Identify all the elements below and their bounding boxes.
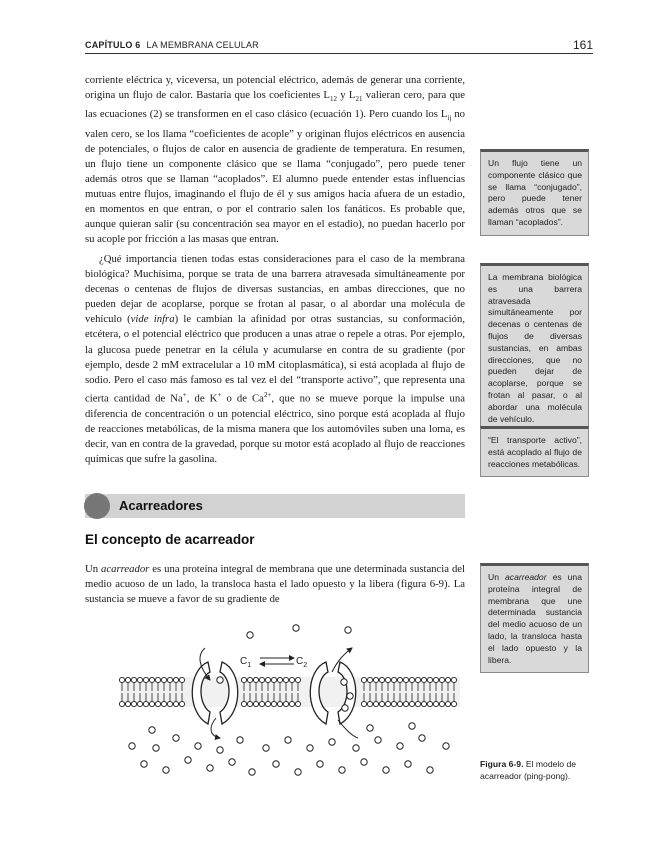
carrier-model-figure: [100, 620, 470, 782]
lipid-head: [119, 677, 124, 682]
lipid-head: [373, 701, 378, 706]
c2-label: $C_2$: [296, 656, 308, 669]
solute-molecule: [207, 765, 213, 771]
solute-molecule: [195, 743, 201, 749]
solute-molecule: [405, 761, 411, 767]
margin-note-conjugate-flux: Un flujo tiene un componente clásico que se llama “conjugado”, pero puede tener además otros que se llaman “acoplados”.: [480, 149, 589, 236]
lipid-head: [149, 701, 154, 706]
lipid-head: [137, 677, 142, 682]
c1-label: $C_1$: [240, 656, 252, 669]
lipid-head: [253, 701, 258, 706]
lipid-head: [433, 677, 438, 682]
margin-note-carrier: Un acarreador es una proteína integral de membrana que une determinada sustancia del medio acuoso de un lado, la transloca hasta el lado opuesto y la libera.: [480, 563, 589, 673]
lipid-head: [125, 701, 130, 706]
lipid-head: [397, 677, 402, 682]
lipid-head: [451, 701, 456, 706]
solute-molecule: [383, 767, 389, 773]
lipid-head: [265, 701, 270, 706]
lipid-head: [415, 677, 420, 682]
lipid-head: [173, 677, 178, 682]
lipid-head: [403, 677, 408, 682]
solute-molecule: [249, 769, 255, 775]
lipid-head: [439, 677, 444, 682]
solute-molecule: [247, 632, 253, 638]
solute-molecule: [229, 759, 235, 765]
solute-molecule: [341, 679, 347, 685]
lipid-head: [379, 677, 384, 682]
solute-molecule: [293, 625, 299, 631]
lipid-head: [277, 677, 282, 682]
solute-molecule: [329, 739, 335, 745]
lipid-head: [385, 701, 390, 706]
lipid-head: [409, 677, 414, 682]
lipid-head: [391, 677, 396, 682]
margin-note-active-transport: “El transporte activo”, está acoplado al flujo de reacciones metabólicas.: [480, 426, 589, 477]
solute-molecule: [443, 743, 449, 749]
lipid-head: [155, 701, 160, 706]
lipid-head: [155, 677, 160, 682]
solute-molecule: [375, 737, 381, 743]
solute-molecule: [149, 727, 155, 733]
lipid-head: [161, 701, 166, 706]
paragraph-coupling-coefficients: corriente eléctrica y, viceversa, un potencial eléctrico, además de generar una corriente, origina un flujo de calor. Bastaría que los coeficientes $L_{12}$ y $L_{21}$ valieran cero, para que las ecuaciones (2) se transformen en el caso clásico (ecuación 1). Pero cuando los $L_{ij}$ no valen cero, se los llama “coeficientes de acople” y originan flujos eléctricos en ausencia de potenciales, o flujos de calor en ausencia de gradiente de temperatura. En resumen, un flujo tiene un componente clásico que se llama “conjugado”, pero puede tener además otros que se llaman “acoplados”. El alumno puede entender estas influencias mutuas entre flujos, imaginando el flujo de él y sus amigos hacia afuera de un estadio, en momentos en que entran, o por el contrario salen los fanáticos. Es probable que, aunque quieran salir (su concentración sea mayor en el estadio), no puedan hacerlo por su acople por fricción a las masas que entran.: [85, 74, 466, 246]
solute-molecule: [237, 737, 243, 743]
figure-caption: Figura 6-9. El modelo de acarreador (ping-pong).: [480, 759, 577, 781]
section-bullet-icon: [84, 493, 110, 519]
lipid-head: [283, 701, 288, 706]
lipid-head: [137, 701, 142, 706]
solute-molecule: [295, 769, 301, 775]
lipid-head: [421, 701, 426, 706]
running-head: [85, 38, 593, 54]
paragraph-carrier-definition: Un acarreador es una proteína integral de membrana que une determinada sustancia del medio acuoso de un lado, la transloca hasta el lado opuesto y la libera (figura 6-9). La sustancia se mueve a favor de su gradiente de: [85, 563, 466, 606]
lipid-head: [361, 701, 366, 706]
subsection-title: El concepto de acarreador: [85, 532, 255, 547]
section-heading: [85, 494, 465, 518]
lipid-head: [295, 701, 300, 706]
solute-molecule: [263, 745, 269, 751]
lipid-head: [289, 677, 294, 682]
lipid-head: [367, 701, 372, 706]
lipid-head: [179, 701, 184, 706]
lipid-head: [379, 701, 384, 706]
lipid-head: [161, 677, 166, 682]
lipid-head: [125, 677, 130, 682]
lipid-head: [361, 677, 366, 682]
lipid-head: [247, 701, 252, 706]
solute-molecule: [273, 761, 279, 767]
solute-molecule: [339, 767, 345, 773]
solute-molecule: [419, 735, 425, 741]
lipid-head: [271, 677, 276, 682]
lipid-head: [445, 677, 450, 682]
solute-molecule: [361, 759, 367, 765]
lipid-head: [253, 677, 258, 682]
lipid-head: [397, 701, 402, 706]
solute-molecule: [347, 693, 353, 699]
lipid-head: [247, 677, 252, 682]
lipid-head: [143, 701, 148, 706]
lipid-head: [385, 677, 390, 682]
chapter-title: LA MEMBRANA CELULAR: [146, 40, 259, 50]
lipid-head: [409, 701, 414, 706]
solute-molecule: [342, 705, 348, 711]
solute-molecule: [307, 745, 313, 751]
solute-molecule: [153, 745, 159, 751]
lipid-head: [167, 677, 172, 682]
lipid-head: [265, 677, 270, 682]
solute-molecule: [285, 737, 291, 743]
lipid-head: [277, 701, 282, 706]
lipid-head: [131, 677, 136, 682]
lipid-head: [451, 677, 456, 682]
lipid-head: [241, 701, 246, 706]
arrow-exit-left: [211, 718, 220, 738]
section-title: Acarreadores: [119, 498, 203, 513]
lipid-head: [173, 701, 178, 706]
lipid-head: [373, 677, 378, 682]
solute-molecule: [397, 743, 403, 749]
lipid-head: [391, 701, 396, 706]
lipid-head: [295, 677, 300, 682]
lipid-head: [149, 677, 154, 682]
lipid-head: [427, 701, 432, 706]
page-number: 161: [572, 38, 593, 52]
lipid-head: [439, 701, 444, 706]
solute-molecule: [163, 767, 169, 773]
lipid-head: [415, 701, 420, 706]
lipid-head: [283, 677, 288, 682]
lipid-head: [179, 677, 184, 682]
lipid-head: [259, 701, 264, 706]
lipid-head: [143, 677, 148, 682]
lipid-head: [421, 677, 426, 682]
solute-molecule: [409, 723, 415, 729]
solute-molecule: [185, 757, 191, 763]
lipid-head: [259, 677, 264, 682]
lipid-head: [241, 677, 246, 682]
lipid-head: [271, 701, 276, 706]
lipid-head: [433, 701, 438, 706]
margin-note-membrane-barrier: La membrana biológica es una barrera atravesada simultáneamente por decenas o centenas de flujos de diversas sustancias, en ambas direcciones, que no pueden dejar de acoplarse, porque se frotan al pasar, o al abordar una molécula de vehículo.: [480, 263, 589, 432]
solute-molecule: [367, 725, 373, 731]
solute-molecule: [217, 677, 223, 683]
lipid-head: [445, 701, 450, 706]
lipid-head: [289, 701, 294, 706]
solute-molecule: [129, 743, 135, 749]
solute-molecule: [217, 747, 223, 753]
paragraph-biological-membrane: ¿Qué importancia tienen todas estas consideraciones para el caso de la membrana biológica? Muchísima, porque se trata de una barrera atravesada simultáneamente por decenas o centenas de flujos de diversas sustancias, en ambas direcciones, que no pueden dejar de acoplarse, porque se frotan al pasar, o al abordar una molécula de vehículo (vide infra) le cambian la afinidad por otras sustancias, su conformación, etcétera, o el potencial eléctrico que producen a unas atrae o repele a otras. Por ejemplo, la glucosa puede penetrar en la célula y acumularse en contra de su gradiente (por ejemplo, desde 2 mM extracelular a 10 mM citoplasmática), si está acoplada al flujo de sodio. Pero el caso más famoso es tal vez el del “transporte activo”, que representa una cierta cantidad de Na+, de K+ o de $Ca^{2+}$, que no se mueve porque la impulse una diferencia de concentración o un potencial eléctrico, sino porque está acoplada al flujo de reacciones metabólicas, de la misma manera que los automóviles suben una loma, es decir, van en contra de la gravedad, porque su motor está acoplado al flujo de reacciones químicas que sufre la gasolina.: [85, 253, 465, 465]
lipid-head: [131, 701, 136, 706]
lipid-head: [427, 677, 432, 682]
solute-molecule: [353, 745, 359, 751]
lipid-head: [367, 677, 372, 682]
header-rule: [85, 53, 593, 54]
chapter-label: CAPÍTULO 6 LA MEMBRANA CELULAR: [85, 40, 259, 50]
solute-molecule: [141, 761, 147, 767]
lipid-head: [167, 701, 172, 706]
solute-molecule: [317, 761, 323, 767]
lipid-head: [119, 701, 124, 706]
solute-molecule: [427, 767, 433, 773]
solute-molecule: [345, 627, 351, 633]
lipid-head: [403, 701, 408, 706]
solute-molecule: [173, 735, 179, 741]
